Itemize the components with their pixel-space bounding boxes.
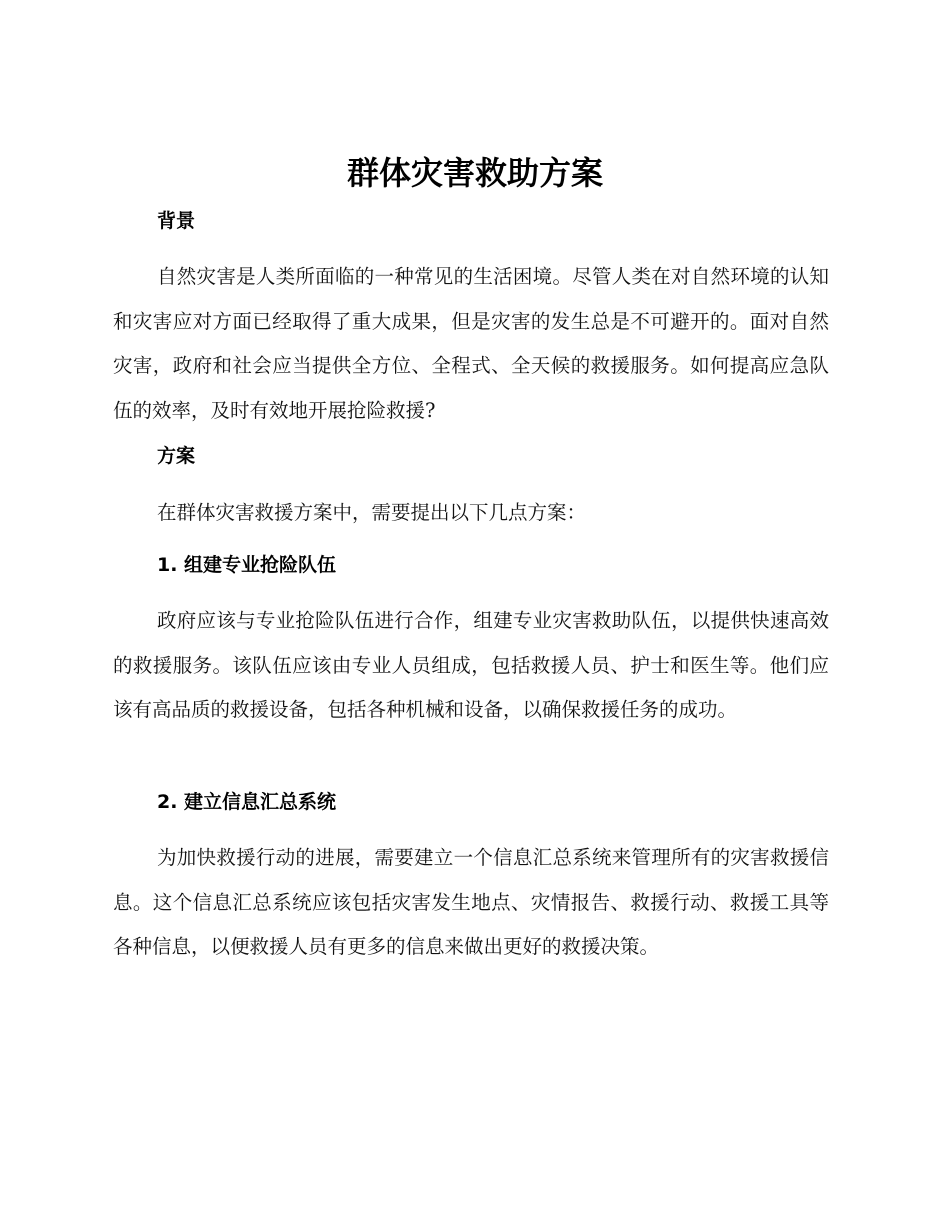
section-heading-background: 背景 bbox=[157, 210, 196, 232]
subheading-item-2: 2. 建立信息汇总系统 bbox=[157, 791, 337, 813]
paragraph-background: 自然灾害是人类所面临的一种常见的生活困境。尽管人类在对自然环境的认知和灾害应对方面已经取得了重大成果，但是灾害的发生总是不可避开的。面对自然灾害，政府和社会应当提供全方位、全程式、全天候的救援服务。如何提高应急队伍的效率，及时有效地开展抢险救援? bbox=[113, 265, 829, 422]
paragraph-item-1: 政府应该与专业抢险队伍进行合作，组建专业灾害救助队伍，以提供快速高效的救援服务。该队伍应该由专业人员组成，包括救援人员、护士和医生等。他们应该有高品质的救援设备，包括各种机械和设备，以确保救援任务的成功。 bbox=[113, 609, 829, 721]
subheading-item-1: 1. 组建专业抢险队伍 bbox=[157, 554, 337, 576]
paragraph-plan-intro: 在群体灾害救援方案中，需要提出以下几点方案： bbox=[157, 501, 587, 524]
document-title: 群体灾害救助方案 bbox=[346, 154, 603, 192]
section-heading-plan: 方案 bbox=[157, 445, 196, 467]
paragraph-item-2: 为加快救援行动的进展，需要建立一个信息汇总系统来管理所有的灾害救援信息。这个信息汇总系统应该包括灾害发生地点、灾情报告、救援行动、救援工具等各种信息，以便救援人员有更多的信息来做出更好的救援决策。 bbox=[113, 846, 829, 958]
